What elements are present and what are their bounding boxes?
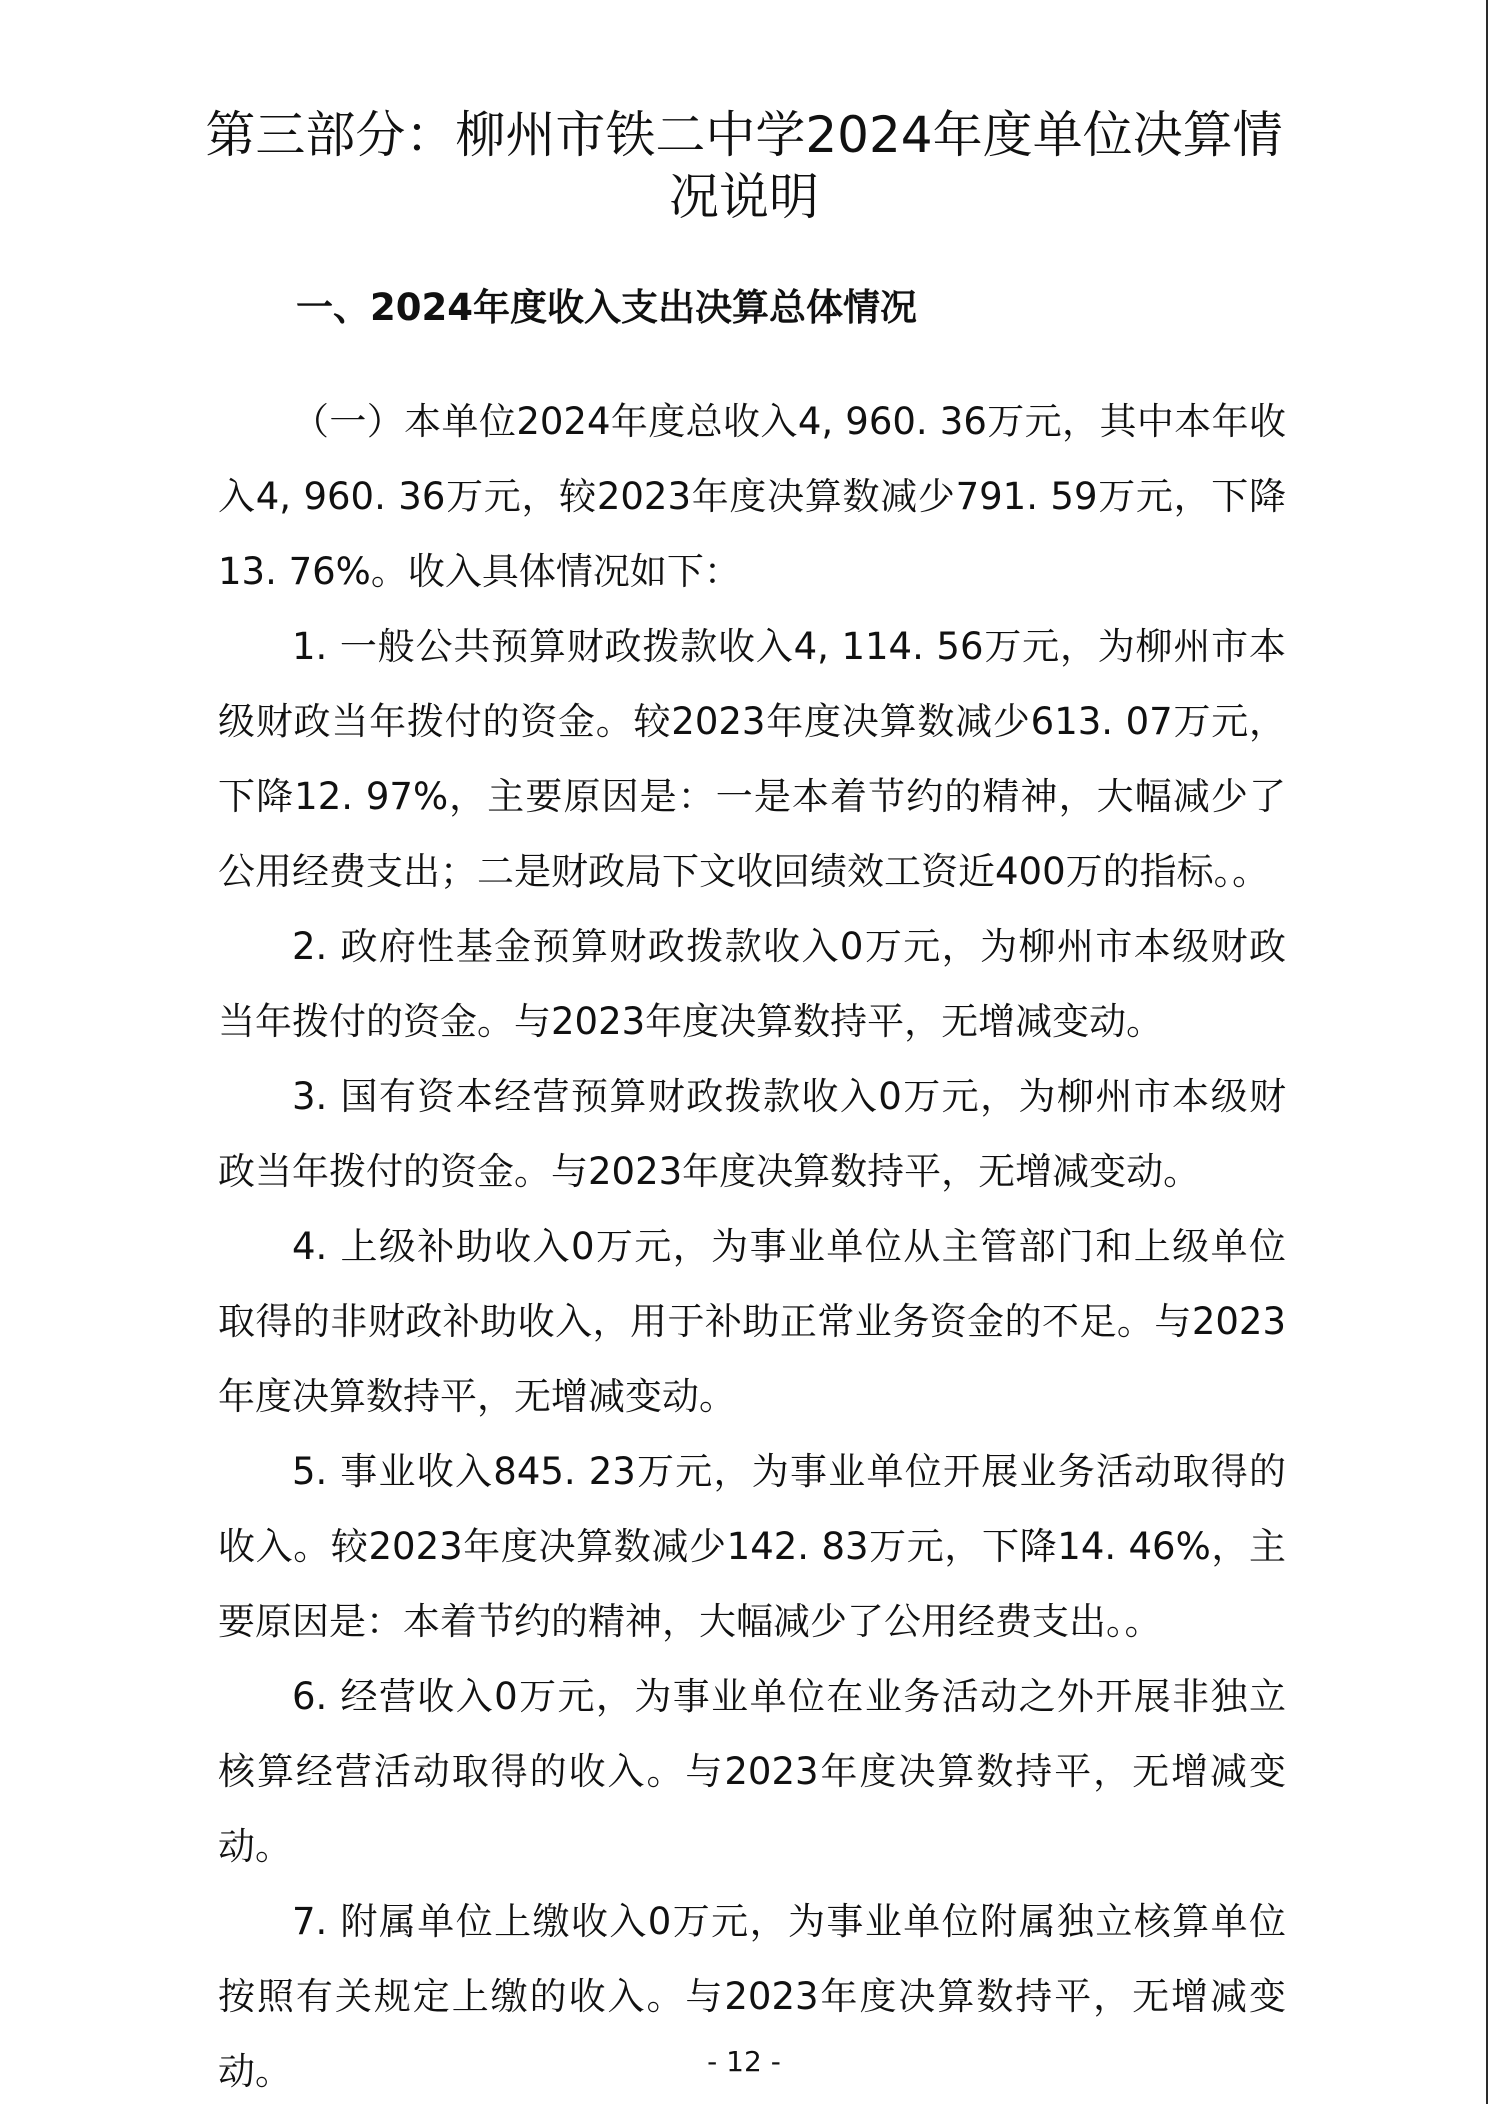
body-text (218, 384, 1286, 2109)
paragraph-superior-subsidy: 4. 上级补助收入0万元，为事业单位从主管部门和上级单位取得的非财政补助收入，用于补助正常业务资金的不足。与2023年度决算数持平，无增减变动。 (218, 1225, 1286, 1418)
paragraph-operating-income: 6. 经营收入0万元，为事业单位在业务活动之外开展非独立核算经营活动取得的收入。与2023年度决算数持平，无增减变动。 (218, 1675, 1286, 1868)
paragraph-affiliated-income: 7. 附属单位上缴收入0万元，为事业单位附属独立核算单位按照有关规定上缴的收入。与2023年度决算数持平，无增减变动。 (218, 1900, 1286, 2093)
paragraph-general-budget: 1. 一般公共预算财政拨款收入4, 114. 56万元，为柳州市本级财政当年拨付的资金。较2023年度决算数减少613. 07万元，下降12. 97%，主要原因是：一是本着节约的精神，大幅减少了公用经费支出；二是财政局下文收回绩效工资近400万的指标。。 (218, 625, 1286, 893)
paragraph-government-fund: 2. 政府性基金预算财政拨款收入0万元，为柳州市本级财政当年拨付的资金。与2023年度决算数持平，无增减变动。 (218, 925, 1286, 1043)
paragraph-total-income: （一）本单位2024年度总收入4, 960. 36万元，其中本年收入4, 960. 36万元，较2023年度决算数减少791. 59万元，下降13. 76%。收入具体情况如下： (218, 400, 1286, 593)
page-number: - 12 - (707, 2045, 781, 2078)
paragraph-business-income: 5. 事业收入845. 23万元，为事业单位开展业务活动取得的收入。较2023年度决算数减少142. 83万元，下降14. 46%，主要原因是：本着节约的精神，大幅减少了公用经费支出。。 (218, 1450, 1286, 1643)
section-heading: 一、2024年度收入支出决算总体情况 (296, 286, 917, 329)
document-title: 第三部分：柳州市铁二中学2024年度单位决算情况说明 (205, 106, 1283, 226)
paragraph-state-capital: 3. 国有资本经营预算财政拨款收入0万元，为柳州市本级财政当年拨付的资金。与2023年度决算数持平，无增减变动。 (218, 1075, 1286, 1193)
